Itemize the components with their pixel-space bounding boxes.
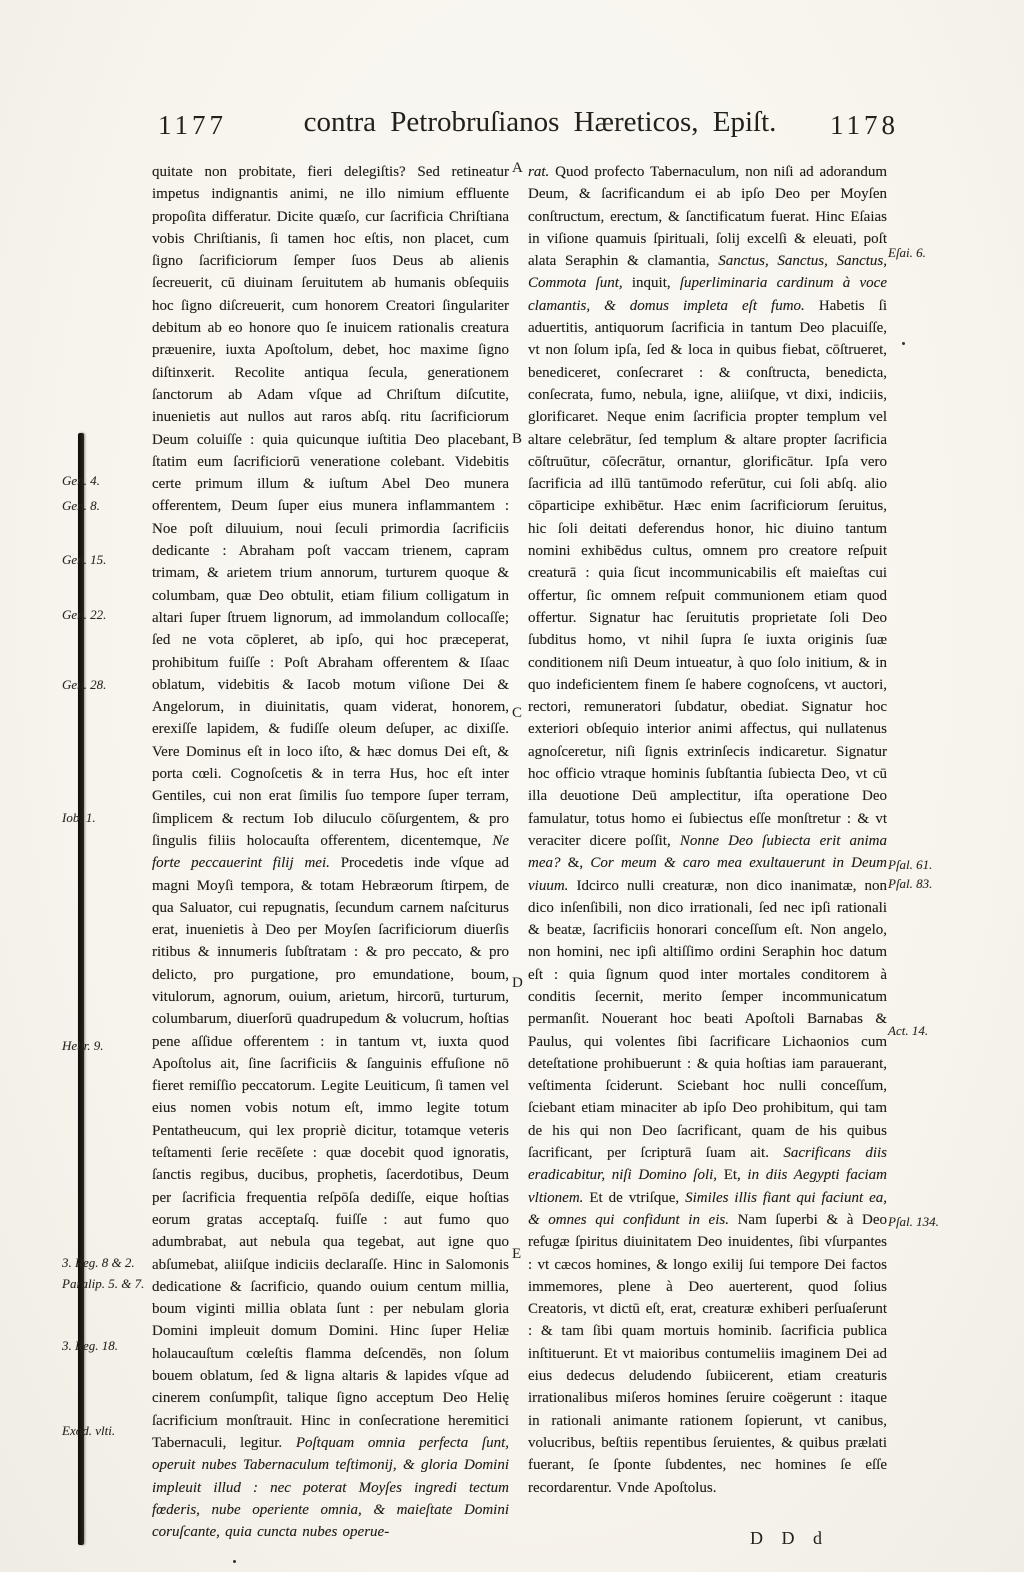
margin-note-psal-61: Pſal. 61. bbox=[888, 857, 933, 872]
margin-note-iob-1: Iob. 1. bbox=[62, 810, 96, 825]
section-letter-c: C bbox=[512, 705, 523, 721]
page-number-right: 1178 bbox=[830, 110, 899, 140]
text-segment: Nam ſuperbi & à Deo refugæ ſpiritus diuinitatem Deo inuidentes, ſibi vſurpantes : vt cæcos homines, & longo exilij ſui tempore Dei factos immemores, plene à Deo auerterent, quod ſolius Creatoris, vt dictū eſt, erat, creaturæ exhiberi perſuaſerunt : & tam ſibi quam mortuis hominib. ſacrificia publica inſtituerunt. Et vt maioribus contumeliis imaginem Dei ad eius dedecus deludendo ſubiicerent, etiam creaturis irrationalibus miſeros homines ſeruire coëgerunt : itaque in rationali animante rationem ſopierunt, vt canibus, volucribus, beſtiis repentibus ſeruientes, & quibus prælati fuerant, ſe ſponte ſubdentes, nec homines ſe eſſe recordarentur. Vnde Apoſtolus. bbox=[528, 1211, 888, 1496]
margin-note-psal-134: Pſal. 134. bbox=[888, 1214, 939, 1229]
text-segment: Idcirco nulli creaturæ, non dico inanimatæ, non dico inſenſibili, non dico irrationali, ſed nec ipſi rationali & beatæ, ſacrificiis honorari conceſſum eſt. Non angelo, non homini, nec ipſi altiſſimo ordini Seraphin hoc datum eſt : quia ſignum quod inter mortales conditorem à conditis ſecernit, merito ſemper incommunicatum permanſit. Nouerant hoc beati Apoſtoli Barnabas & Paulus, qui volentes ſibi ſacrificare Lichaonios cum deteſtatione prohibuerunt : & quia hoſtias iam parauerant, veſtimenta ſciderunt. Sciebant hoc nulli conceſſum, ſciebant etiam minaciter ab ipſo Deo prohibitum, qui tam de his qui non Deo ſacrificant, quam de his quibus ſacrificant, per ſcripturā ſuam ait. bbox=[528, 877, 888, 1162]
text-segment: &, bbox=[567, 855, 591, 872]
text-segment: Et, bbox=[723, 1167, 748, 1184]
page-number-left: 1177 bbox=[158, 110, 227, 140]
margin-note-gen-28: Gen. 28. bbox=[62, 677, 107, 692]
text-segment: Quod profecto Tabernaculum, non niſi ad adorandum Deum, & ſacrificandum ei ab ipſo Deo per Moyſen conſtructum, erectum, & ſanctificatum fuerat. Hinc Eſaias in viſione quamuis ſpirituali, ſolij excelſi & eleuati, poſt alata Seraphin & clamantia, bbox=[528, 164, 887, 270]
margin-note-gen-22: Gen. 22. bbox=[62, 607, 107, 622]
scan-speck bbox=[233, 1560, 236, 1563]
text-segment: Procedetis inde vſque ad magni Moyſi tempora, & totam Hebræorum ſtirpem, de qua Saluator, cui repugnatis, ſecundum carnem naſciturus erat, inuenietis à Deo per Moyſen ſacrificiorum diuerſis ritibus & innumeris ſubſtratam : & pro peccato, & pro delicto, pro purgatione, pro emundatione, boum, vitulorum, agnorum, ouium, arietum, hircorū, turturum, columbarum, diuerſorū quadrupedum & volucrum, hoſtias pene aſſidue offerentem : in tantum vt, iuxta quod Apoſtolus ait, ſine ſacrificiis & ſanguinis effuſione nō fieret remiſſio peccatorum. Legite Leuiticum, ſi tamen vel eius nomen vobis notum eſt, immo legite totum Pentatheucum, qui lex propriè dicitur, totamque veteris teſtamenti ſerie recēſete : quæ docebit quod ignoratis, ſanctis regibus, ducibus, prophetis, ſacerdotibus, Deum per ſacrificia frequentia reſpōſa dediſſe, eique hoſtias eorum gratas acceptaſq. fuiſſe : aut fumo quo adumbrabat, aut nebula qua tegebat, aut igne quo abſumebat, aliiſque indiciis declaraſſe. Hinc in Salomonis dedicatione & ſacrificio, quando ouium centum millia, boum viginti millia oblata ſunt : per nebulam gloria Domini impleuit domum Domini. Hinc ſuper Heliæ holaucauſtum cœleſtis flamma deſcendēs, non ſolum bouem oblatum, ſed & ligna altaris & lapides vſque ad cinerem conſumpſit, talique ſigno acceptum Deo Helię ſacrificium monſtrauit. Hinc in conſecratione heremitici Tabernaculi, legitur. bbox=[152, 855, 510, 1451]
text-segment: in diis Aegypti faciam vltionem. bbox=[528, 1167, 888, 1206]
text-segment: Poſtquam omnia perfecta ſunt, operuit nubes Tabernaculum teſtimonij, & gloria Domini impleuit illud : nec poterat Moyſes ingredi tectum fœderis, nube operiente omnia, & maieſtate Domini coruſcante, quia cuncta nubes operue- bbox=[152, 1434, 510, 1541]
text-segment: Cor meum & caro mea exultauerunt in Deum viuum. bbox=[528, 855, 887, 894]
text-segment: Nonne Deo ſubiecta erit anima mea? bbox=[528, 832, 887, 872]
page-binding-shadow bbox=[78, 433, 84, 1545]
section-letter-e: E bbox=[512, 1246, 522, 1262]
text-segment: Sanctus, Sanctus, Sanctus, Commota ſunt, bbox=[528, 253, 887, 292]
signature-mark: D D d bbox=[750, 1528, 829, 1548]
section-letter-a: A bbox=[512, 160, 523, 176]
text-column-right bbox=[528, 161, 887, 1499]
section-letter-b: B bbox=[512, 431, 523, 447]
text-segment: Similes illis fiant qui faciunt ea, & omnes qui confidunt in eis. bbox=[528, 1189, 887, 1228]
running-title: contra Petrobruſianos Hæreticos, Epiſt. bbox=[303, 106, 777, 138]
margin-note-reg-8-paralip: 3. Reg. 8 & 2. Paralip. 5. & 7. bbox=[62, 1255, 145, 1291]
text-segment: Ne forte peccauerint filij mei. bbox=[152, 832, 509, 872]
margin-note-hebr-9: Hebr. 9. bbox=[62, 1038, 104, 1053]
text-segment: Habetis ſi aduertitis, antiquorum ſacrificia in tantum Deo placuiſſe, vt non ſolum ipſa, ſed & loca in quibus fiebat, cōſtrueret, benediceret, conſecraret : & conſtructa, benedicta, conſecrata, fumo, nebula, igne, aliiſque, vt dixi, indiciis, glorificaret. Neque enim ſacrificia propter templum vel altare celebrātur, ſed templum & altare propter ſacrificia cōſtruūtur, cōſecrātur, ornantur, glorificātur. Ipſa vero ſacrificia ad illū tantūmodo referūtur, cui ſoli abſq. alio cōparticipe exhibētur. Hæc enim ſacrificiorum ſeruitus, hic ſoli deitati deferendus honor, hic diuino tantum nomini exhibēdus cultus, omnem pro creatore reſpuit creaturā : quia ſicut incommunicabilis eſt maieſtas cui offertur, ſic omnem reſpuit communionem etiam quod offertur. Signatur hac ſeruitutis proprietate ſoli Deo ſubditus homo, vt nihil ſupra ſe iuxta originis ſuæ conditionem niſi Deum intueatur, à quo ſolo initium, & in quo indeficientem finem ſe habere cognoſcens, vt auctori, rectori, remuneratori ſubdatur, obediat. Signatur hoc exteriori obſequio interior animi affectus, qui nullatenus agnoſceretur, niſi ſignis extrinſecis indicaretur. Signatur hoc officio vtraque hominis ſubſtantia ſubiecta Deo, vt cū illa deuotione Deū amplectitur, iſta operatione Deo famulatur, totus homo ei ſubiectus eſſe monſtretur : & vt veraciter dicere poſſit, bbox=[528, 297, 888, 849]
margin-note-psal-83: Pſal. 83. bbox=[888, 876, 933, 891]
text-segment: inquit, bbox=[631, 275, 680, 292]
text-segment: Et de vtriſque, bbox=[589, 1189, 686, 1206]
margin-note-reg-18: 3. Reg. 18. bbox=[62, 1338, 118, 1353]
margin-note-esai-6: Eſai. 6. bbox=[888, 245, 926, 260]
text-segment: rat. bbox=[528, 164, 550, 180]
text-column-left bbox=[152, 161, 509, 1543]
margin-note-gen-15: Gen. 15. bbox=[62, 552, 107, 567]
text-segment: Sacrificans diis eradicabitur, niſi Domino ſoli, bbox=[528, 1145, 887, 1184]
text-segment: quitate non probitate, fieri delegiſtis? Sed retineatur impetus indignantis animi, ne illo nimium effluente propoſita differatur. Dicite quæſo, cur ſacrificia Chriſtiana vobis Chriſtianis, ſi tamen hoc eſtis, non placet, cum ſigno ſacrificiorum ſemper ſuos Deus ab alienis ſecreuerit, cū diuinam ſeruitutem ab humanis obſequiis hoc ſigno diſcreuerit, cum honorem Creatori ſingulariter debitum ab eo honore quo ſe inuicem rationalis creatura præuenire, iuxta Apoſtolum, debet, hoc maxime ſigno diſtinxerit. Recolite antiqua ſecula, generationem ſanctorum ab Adam vſque ad Chriſtum diſcutite, inuenietis aut nullos aut raros abſq. ritu ſacrificiorum Deum coluiſſe : quia quicunque iuſtitia Deo placebant, ſtatim eum ſacrificiorū veneratione colebant. Videbitis certe primum illum & iuſtum Abel Deo munera offerentem, Deum ſuper eius munera inflammantem : Noe poſt diluuium, noui ſeculi primordia ſacrificiis dedicante : Abraham poſt vaccam trienem, capram trimam, & arietem trium annorum, turturem quoque & columbam, quæ Deo obtulit, etiam filium colligatum in altari ſuper ſtruem lignorum, ad immolandum collocaſſe; ſed ne vota cōpleret, ab ipſo, qui hoc præceperat, prohibitum fuiſſe : Poſt Abraham offerentem & Iſaac oblatum, videbitis & Iacob motum viſione Dei & Angelorum, in diuinitatis, quam viderat, honorem, erexiſſe lapidem, & fudiſſe oleum deſuper, ac dixiſſe. Vere Dominus eſt in loco iſto, & hæc domus Dei eſt, & porta cœli. Cognoſcetis & in terra Hus, hoc eſt inter Gentiles, cui non erat ſimilis ſuo tempore ſuper terram, ſimplicem & rectum Iob diluculo cōſurgentem, & pro ſingulis filiis holocauſta offerentem, dicentemque, bbox=[152, 164, 509, 849]
margin-note-exod-vlti: Exod. vlti. bbox=[62, 1423, 116, 1438]
section-letter-d: D bbox=[512, 975, 523, 991]
margin-note-gen-8: Gen. 8. bbox=[62, 498, 100, 513]
margin-note-act-14: Act. 14. bbox=[888, 1023, 929, 1038]
scan-speck bbox=[902, 342, 905, 345]
margin-note-gen-4: Gen. 4. bbox=[62, 473, 100, 488]
text-segment: ſuperliminaria cardinum à voce clamantis, & domus impleta eſt fumo. bbox=[528, 275, 887, 314]
